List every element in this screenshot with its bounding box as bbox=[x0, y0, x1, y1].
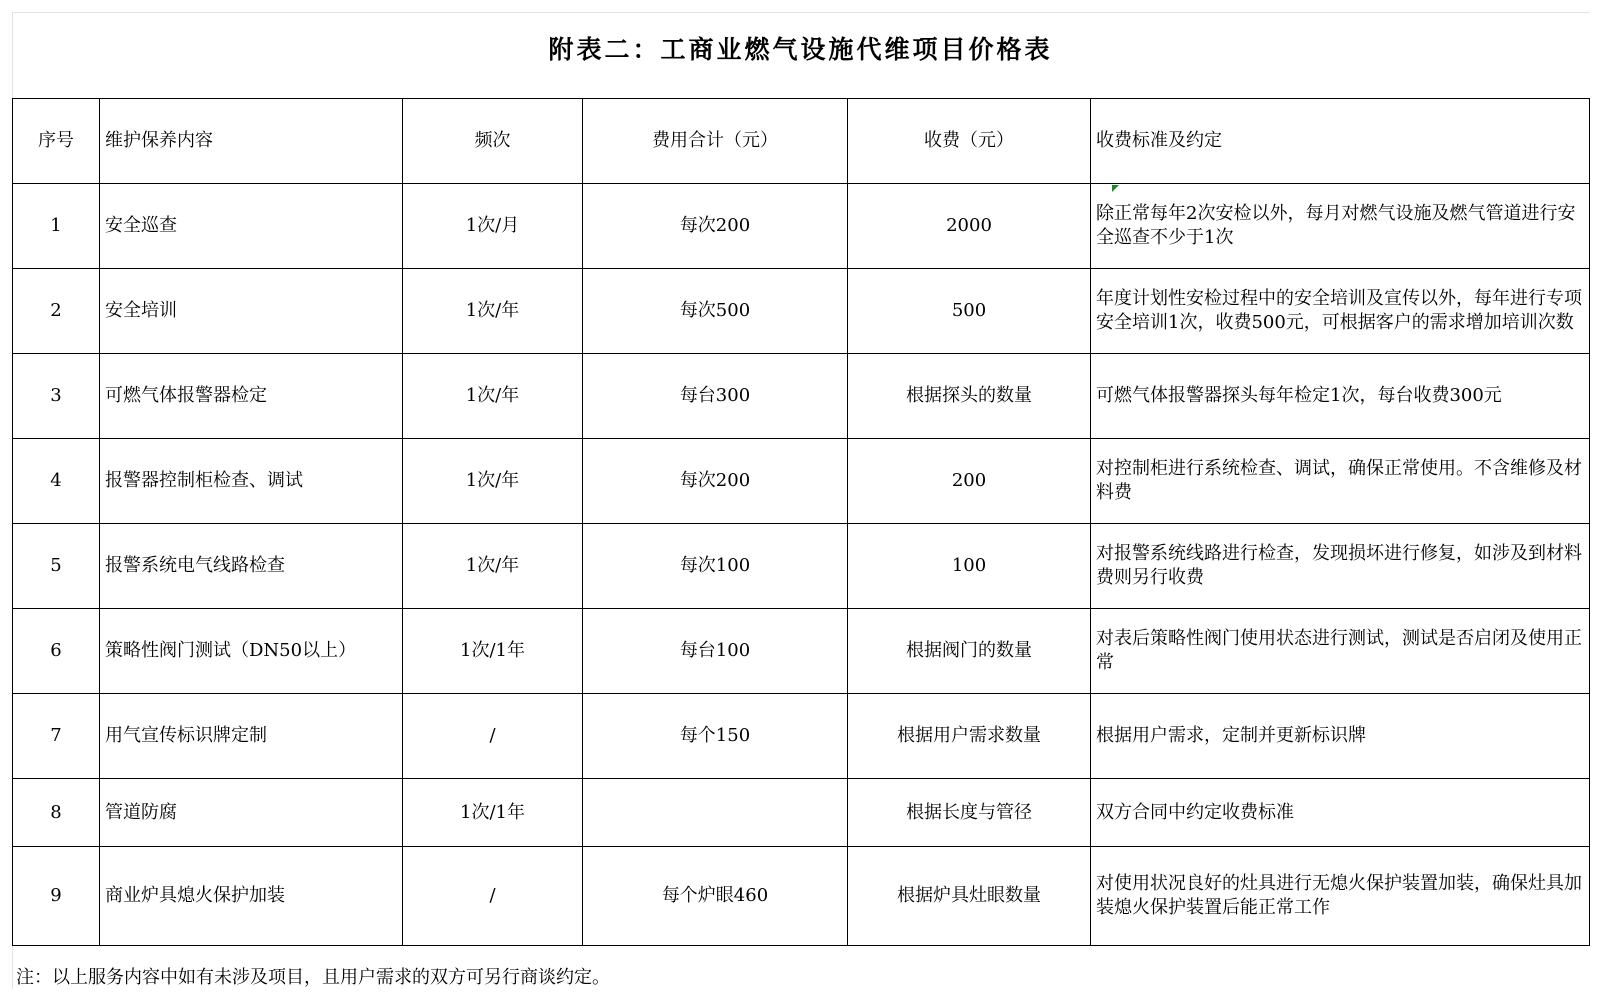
cell-no[interactable]: 9 bbox=[13, 847, 100, 946]
cell-fee[interactable]: 500 bbox=[848, 269, 1091, 354]
cell-standard[interactable]: 可燃气体报警器探头每年检定1次，每台收费300元 bbox=[1091, 354, 1590, 439]
cell-total[interactable]: 每次200 bbox=[583, 184, 848, 269]
table-row bbox=[13, 184, 1590, 269]
column-header-standard[interactable]: 收费标准及约定 bbox=[1091, 99, 1590, 184]
table-row bbox=[13, 524, 1590, 609]
table-row bbox=[13, 847, 1590, 946]
cell-standard[interactable]: 根据用户需求，定制并更新标识牌 bbox=[1091, 694, 1590, 779]
cell-content[interactable]: 用气宣传标识牌定制 bbox=[100, 694, 403, 779]
cell-content[interactable]: 商业炉具熄火保护加装 bbox=[100, 847, 403, 946]
cell-total[interactable]: 每次500 bbox=[583, 269, 848, 354]
cell-frequency[interactable]: 1次/1年 bbox=[403, 609, 583, 694]
table-row bbox=[13, 694, 1590, 779]
cell-frequency[interactable]: 1次/年 bbox=[403, 354, 583, 439]
cell-no[interactable]: 8 bbox=[13, 779, 100, 847]
cell-content[interactable]: 可燃气体报警器检定 bbox=[100, 354, 403, 439]
cell-standard[interactable]: 对表后策略性阀门使用状态进行测试，测试是否启闭及使用正常 bbox=[1091, 609, 1590, 694]
cell-fee[interactable]: 根据炉具灶眼数量 bbox=[848, 847, 1091, 946]
cell-frequency[interactable]: 1次/年 bbox=[403, 524, 583, 609]
cell-frequency[interactable]: / bbox=[403, 847, 583, 946]
column-header-frequency[interactable]: 频次 bbox=[403, 99, 583, 184]
cell-fee[interactable]: 根据探头的数量 bbox=[848, 354, 1091, 439]
column-header-content[interactable]: 维护保养内容 bbox=[100, 99, 403, 184]
cell-total[interactable] bbox=[583, 779, 848, 847]
cell-frequency[interactable]: 1次/1年 bbox=[403, 779, 583, 847]
cell-standard[interactable]: 对报警系统线路进行检查，发现损坏进行修复，如涉及到材料费则另行收费 bbox=[1091, 524, 1590, 609]
cell-frequency[interactable]: 1次/年 bbox=[403, 439, 583, 524]
table-row bbox=[13, 269, 1590, 354]
cell-no[interactable]: 3 bbox=[13, 354, 100, 439]
table-row bbox=[13, 609, 1590, 694]
cell-content[interactable]: 报警器控制柜检查、调试 bbox=[100, 439, 403, 524]
page-title: 附表二：工商业燃气设施代维项目价格表 bbox=[548, 35, 1053, 64]
cell-standard[interactable]: 除正常每年2次安检以外，每月对燃气设施及燃气管道进行安全巡查不少于1次 bbox=[1091, 184, 1590, 269]
cell-standard[interactable]: 对控制柜进行系统检查、调试，确保正常使用。不含维修及材料费 bbox=[1091, 439, 1590, 524]
cell-fee[interactable]: 根据长度与管径 bbox=[848, 779, 1091, 847]
cell-standard[interactable]: 对使用状况良好的灶具进行无熄火保护装置加装，确保灶具加装熄火保护装置后能正常工作 bbox=[1091, 847, 1590, 946]
cell-content[interactable]: 安全巡查 bbox=[100, 184, 403, 269]
cell-content[interactable]: 报警系统电气线路检查 bbox=[100, 524, 403, 609]
cell-no[interactable]: 7 bbox=[13, 694, 100, 779]
cell-fee[interactable]: 100 bbox=[848, 524, 1091, 609]
cell-total[interactable]: 每台100 bbox=[583, 609, 848, 694]
cell-frequency[interactable]: / bbox=[403, 694, 583, 779]
column-header-no[interactable]: 序号 bbox=[13, 99, 100, 184]
table-header-row bbox=[13, 99, 1590, 184]
cell-total[interactable]: 每次200 bbox=[583, 439, 848, 524]
cell-total[interactable]: 每次100 bbox=[583, 524, 848, 609]
table-row bbox=[13, 354, 1590, 439]
cell-total[interactable]: 每台300 bbox=[583, 354, 848, 439]
cell-standard[interactable]: 双方合同中约定收费标准 bbox=[1091, 779, 1590, 847]
cell-frequency[interactable]: 1次/年 bbox=[403, 269, 583, 354]
cell-no[interactable]: 5 bbox=[13, 524, 100, 609]
table-row bbox=[13, 779, 1590, 847]
footnote: 注：以上服务内容中如有未涉及项目，且用户需求的双方可另行商谈约定。 bbox=[16, 967, 610, 988]
table-row bbox=[13, 439, 1590, 524]
column-header-fee[interactable]: 收费（元） bbox=[848, 99, 1091, 184]
cell-total[interactable]: 每个炉眼460 bbox=[583, 847, 848, 946]
price-table bbox=[12, 98, 1590, 946]
cell-no[interactable]: 2 bbox=[13, 269, 100, 354]
cell-no[interactable]: 6 bbox=[13, 609, 100, 694]
cell-fee[interactable]: 2000 bbox=[848, 184, 1091, 269]
cell-no[interactable]: 4 bbox=[13, 439, 100, 524]
cell-fee[interactable]: 200 bbox=[848, 439, 1091, 524]
cell-content[interactable]: 管道防腐 bbox=[100, 779, 403, 847]
cell-total[interactable]: 每个150 bbox=[583, 694, 848, 779]
cell-fee[interactable]: 根据用户需求数量 bbox=[848, 694, 1091, 779]
column-header-total[interactable]: 费用合计（元） bbox=[583, 99, 848, 184]
cell-content[interactable]: 安全培训 bbox=[100, 269, 403, 354]
cell-no[interactable]: 1 bbox=[13, 184, 100, 269]
cell-content[interactable]: 策略性阀门测试（DN50以上） bbox=[100, 609, 403, 694]
cell-standard[interactable]: 年度计划性安检过程中的安全培训及宣传以外，每年进行专项安全培训1次，收费500元，可根据客户的需求增加培训次数 bbox=[1091, 269, 1590, 354]
cell-comment-marker bbox=[1112, 185, 1119, 192]
cell-frequency[interactable]: 1次/月 bbox=[403, 184, 583, 269]
cell-fee[interactable]: 根据阀门的数量 bbox=[848, 609, 1091, 694]
